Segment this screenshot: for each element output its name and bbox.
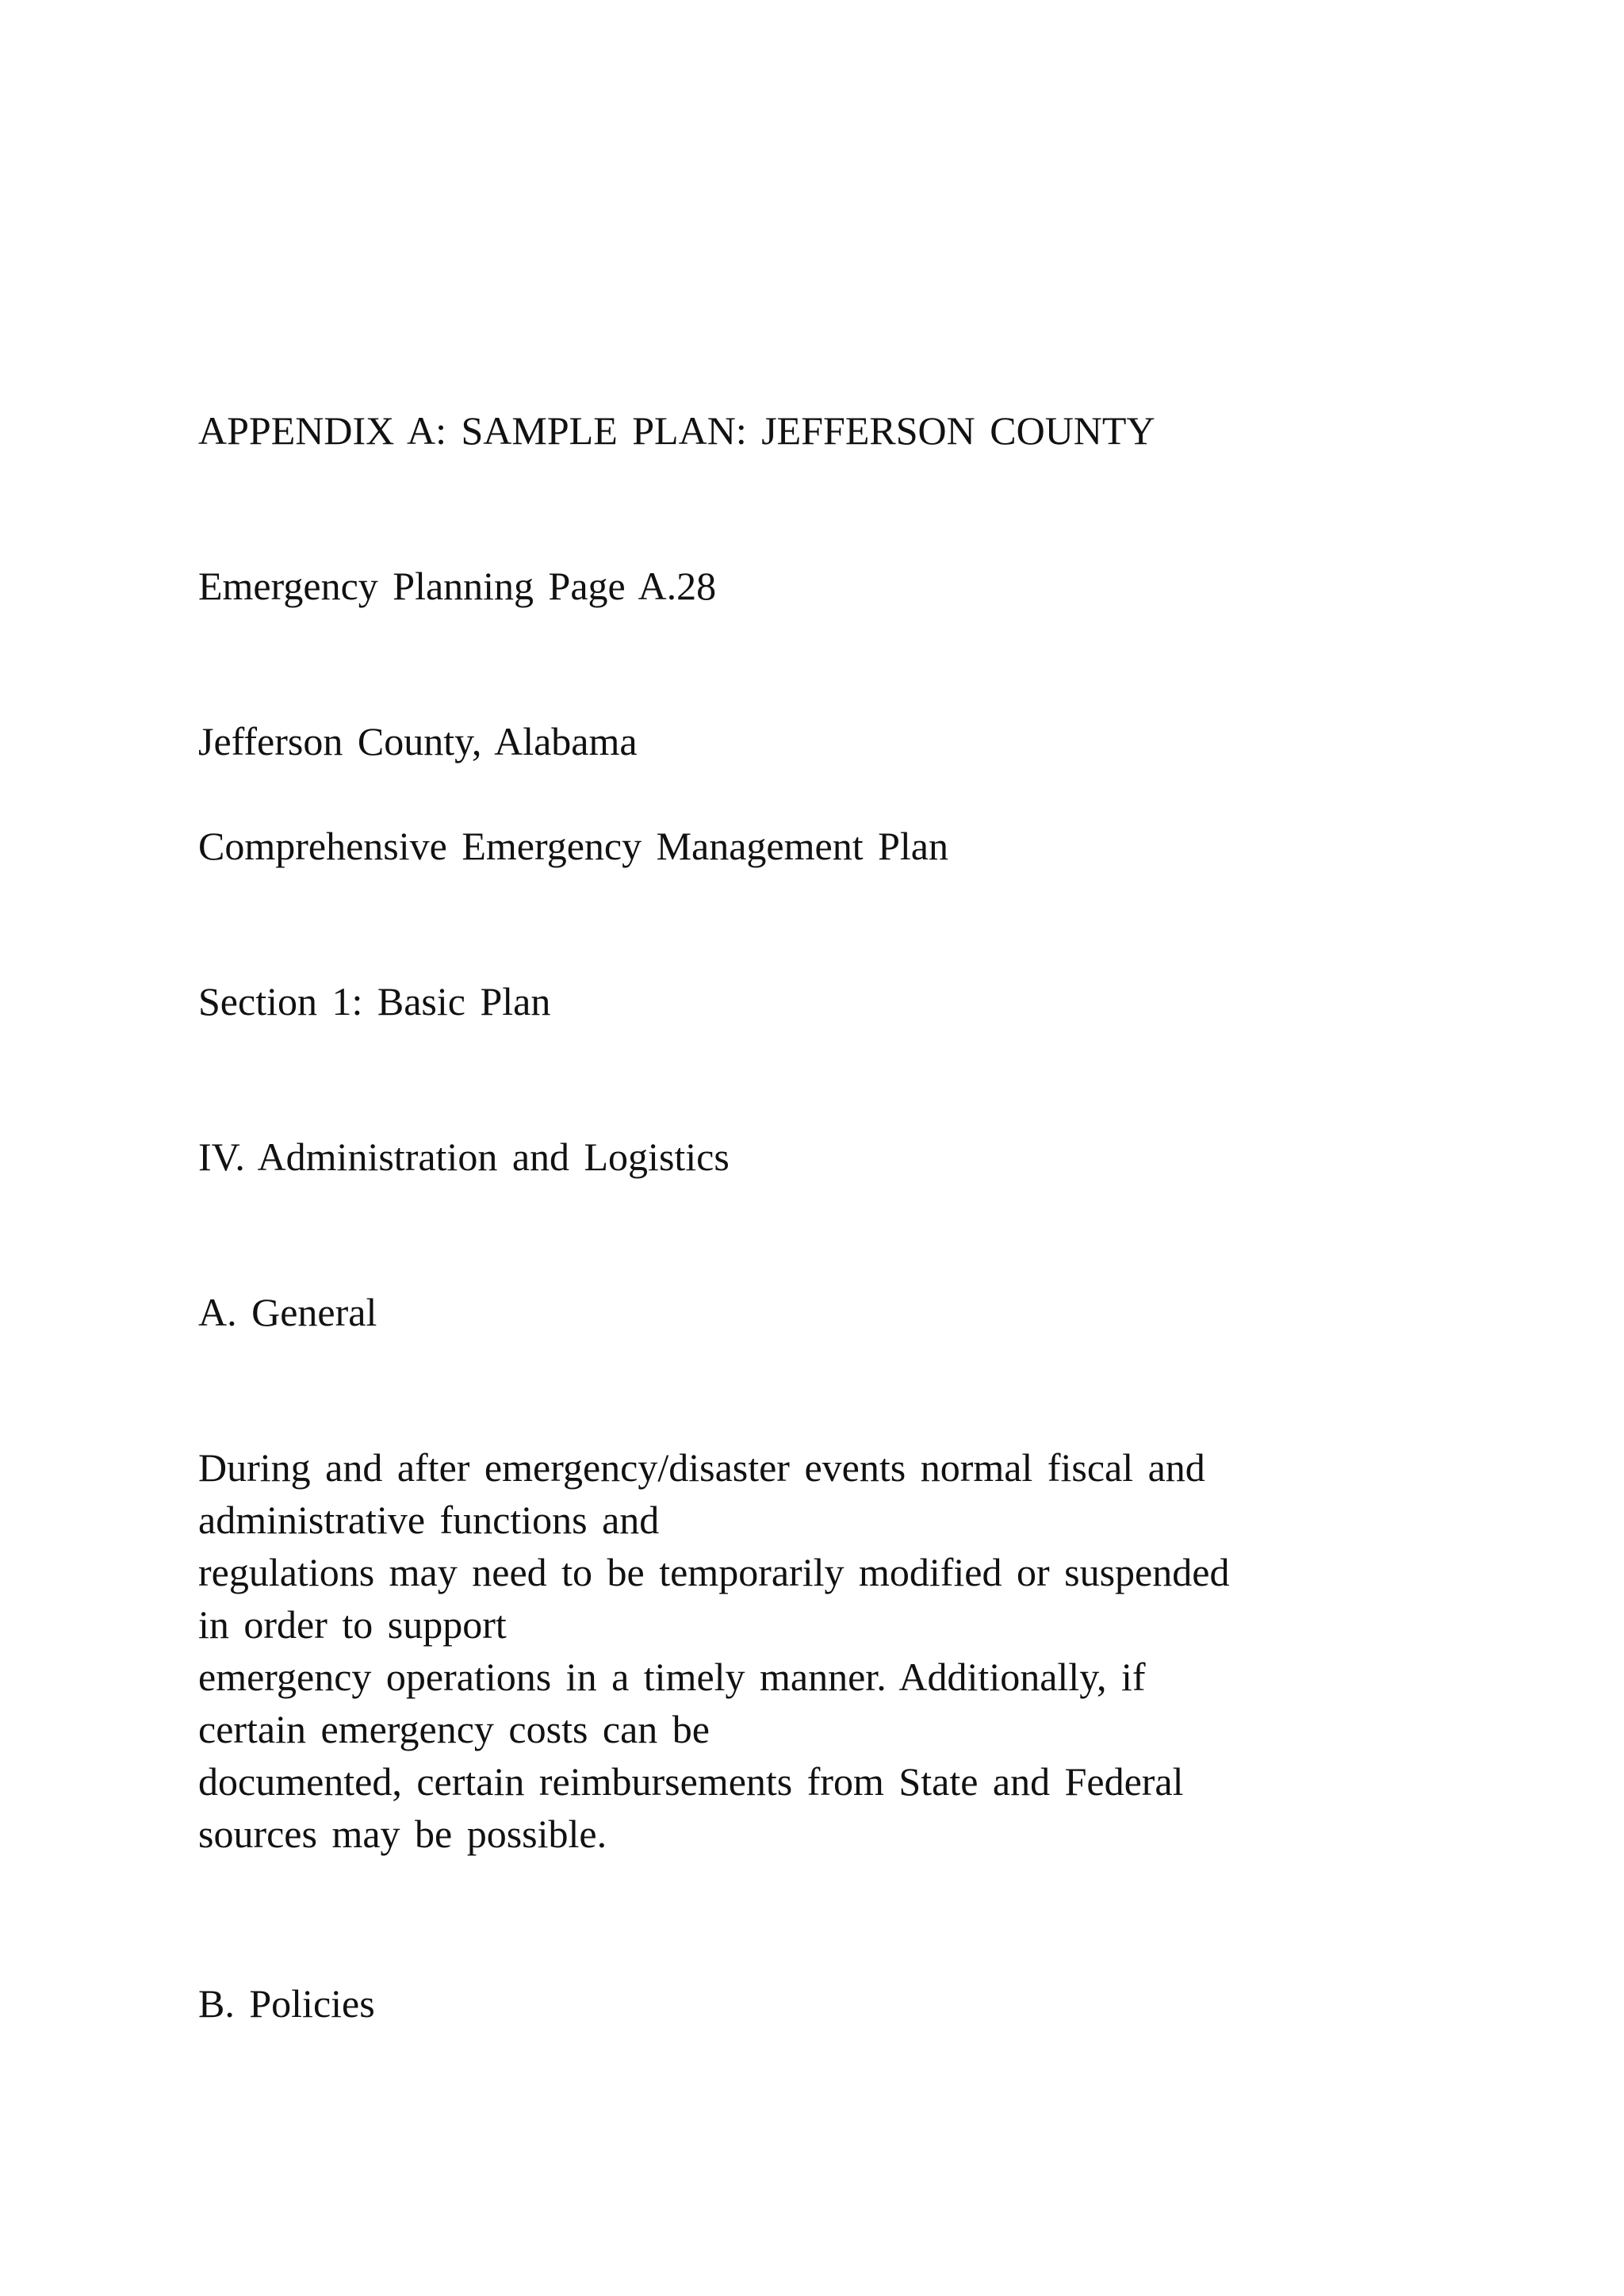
- subsection-b-heading: B. Policies: [198, 1981, 375, 2026]
- running-header: Emergency Planning Page A.28: [198, 564, 717, 608]
- paragraph-line: administrative functions and: [198, 1498, 660, 1542]
- appendix-title: APPENDIX A: SAMPLE PLAN: JEFFERSON COUNTY: [198, 408, 1155, 453]
- paragraph-line: in order to support: [198, 1602, 507, 1647]
- general-paragraph: [198, 1441, 1499, 1860]
- paragraph-line: documented, certain reimbursements from State and Federal: [198, 1759, 1184, 1804]
- section-heading: Section 1: Basic Plan: [198, 979, 551, 1024]
- paragraph-line: certain emergency costs can be: [198, 1707, 710, 1751]
- jurisdiction-heading: Jefferson County, Alabama: [198, 719, 638, 763]
- paragraph-line: regulations may need to be temporarily modified or suspended: [198, 1550, 1230, 1594]
- subsection-a-heading: A. General: [198, 1290, 377, 1334]
- plan-title: Comprehensive Emergency Management Plan: [198, 824, 948, 868]
- paragraph-line: During and after emergency/disaster events normal fiscal and: [198, 1445, 1205, 1490]
- paragraph-line: emergency operations in a timely manner. Additionally, if: [198, 1655, 1146, 1699]
- paragraph-line: sources may be possible.: [198, 1812, 607, 1856]
- part-heading: IV. Administration and Logistics: [198, 1135, 730, 1179]
